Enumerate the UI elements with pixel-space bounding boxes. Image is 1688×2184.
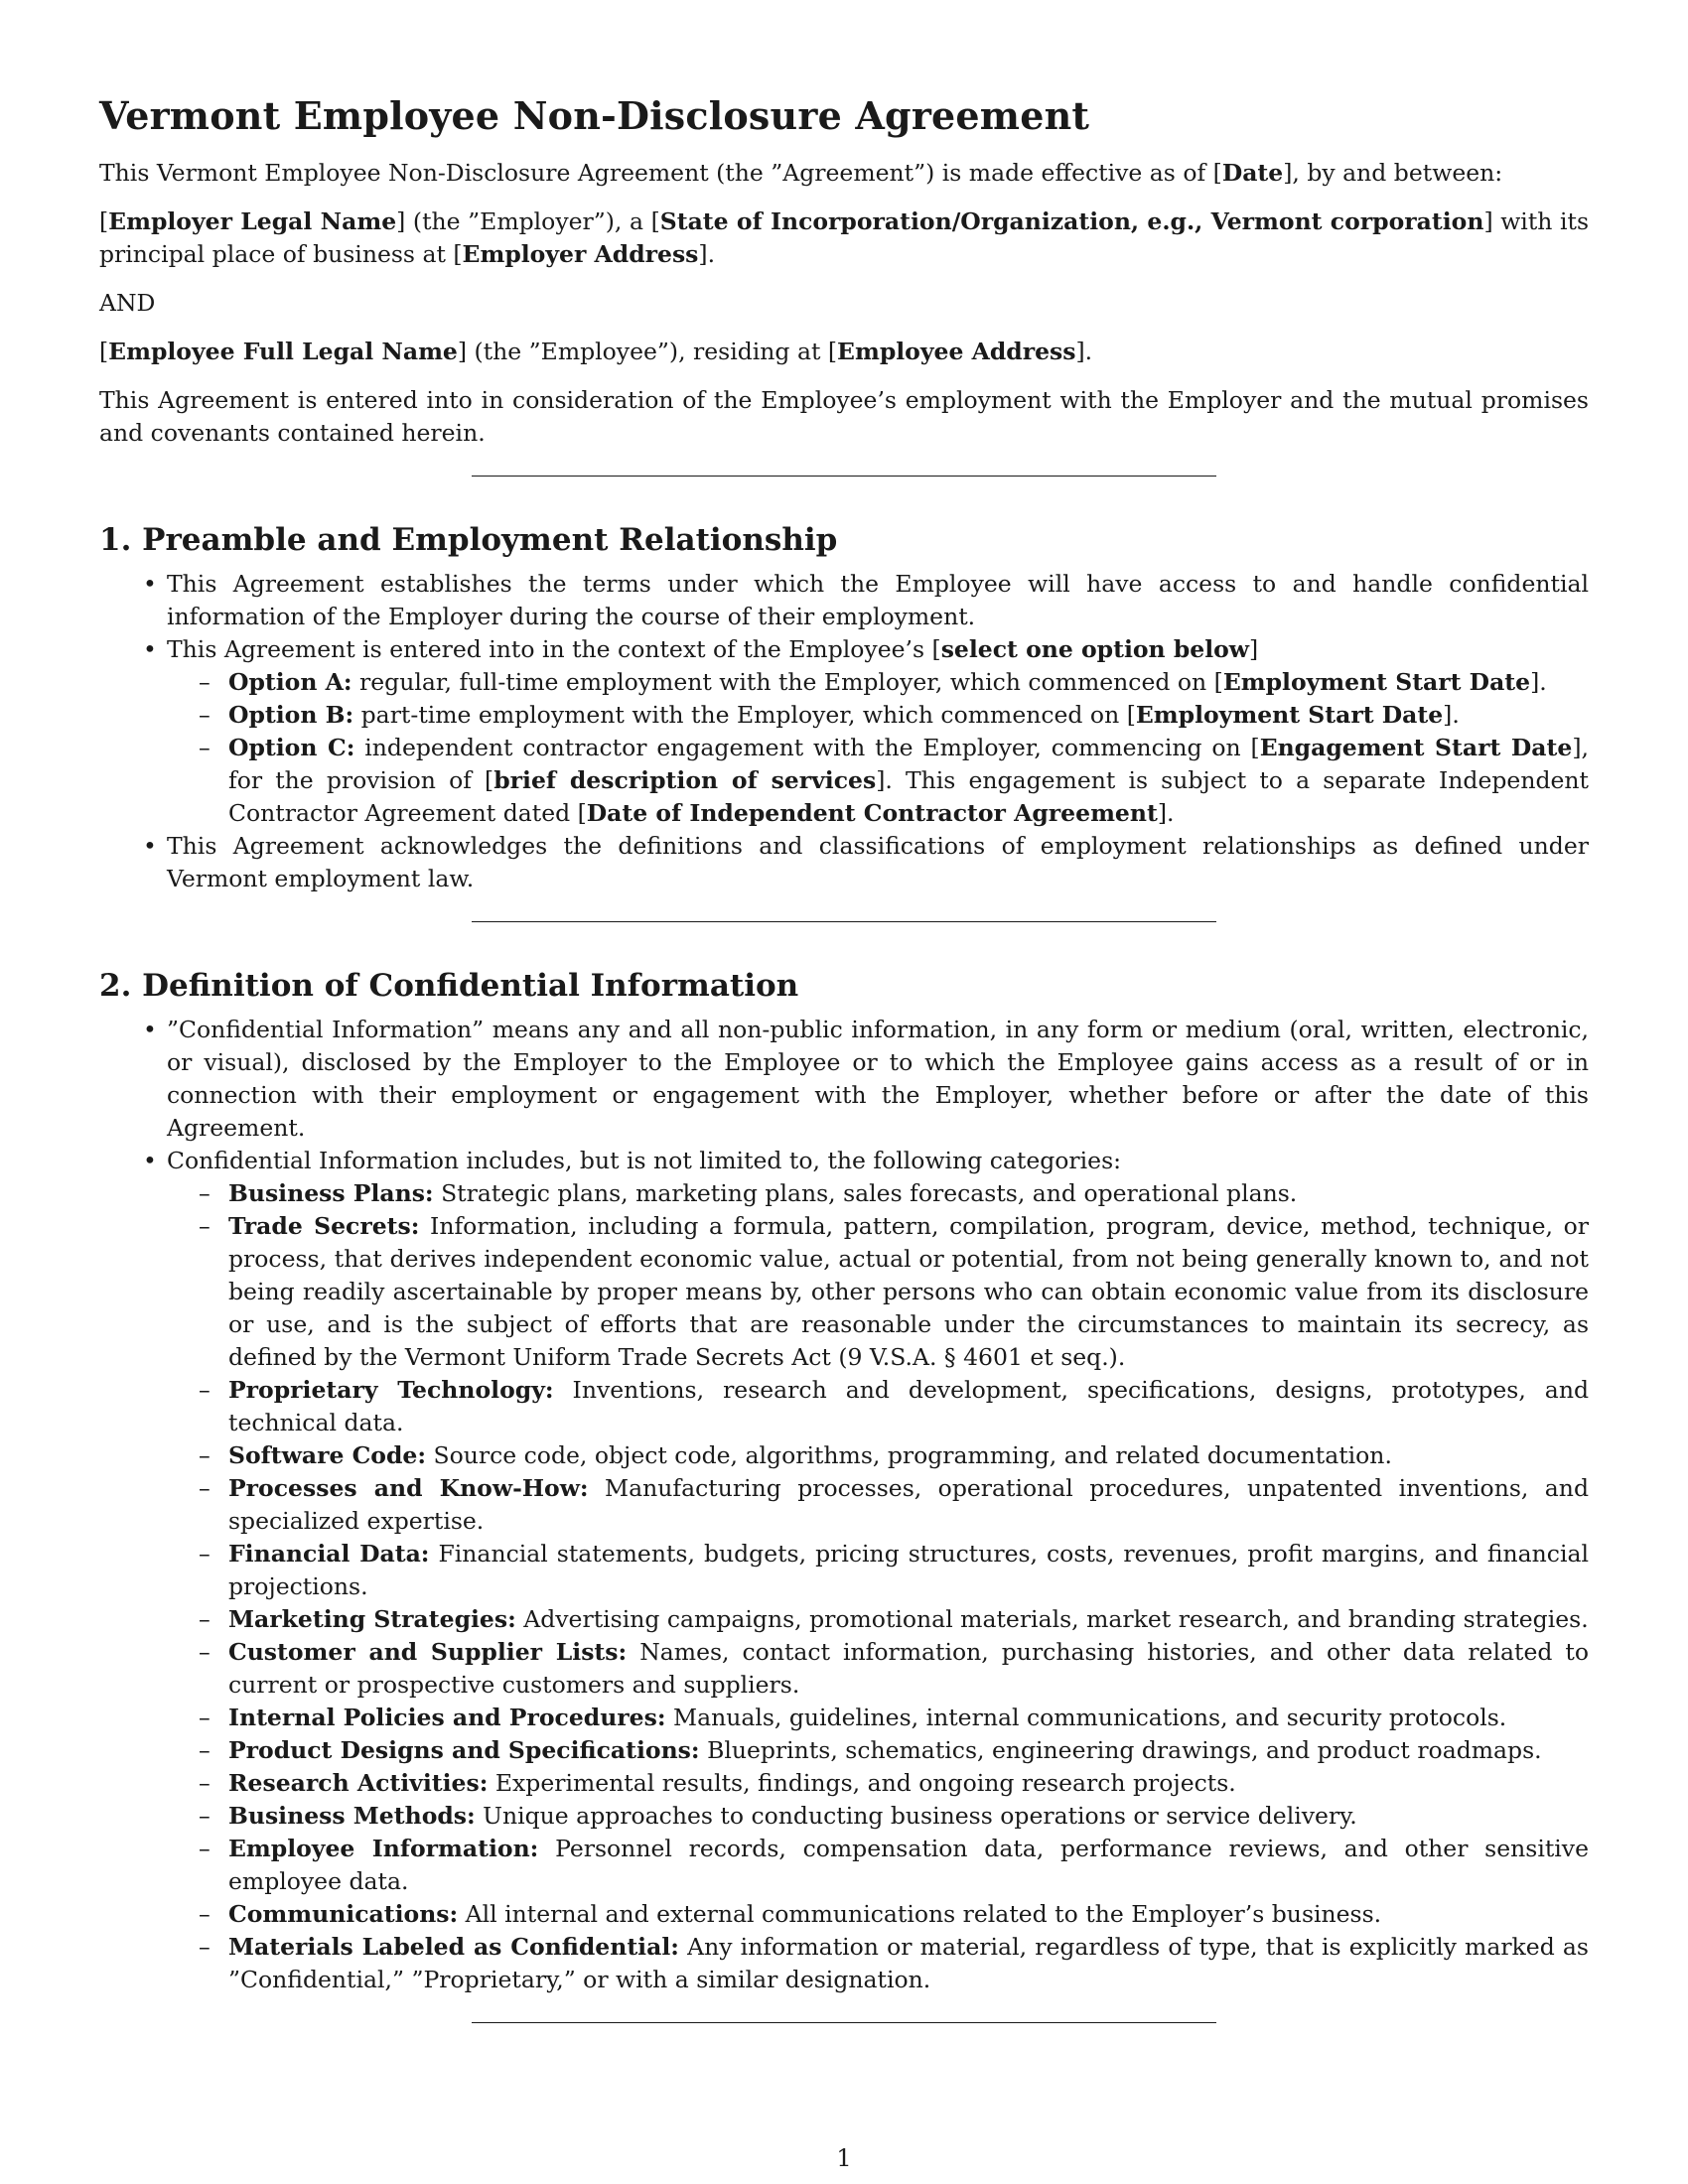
category-item: – Internal Policies and Procedures: Manuals, guidelines, internal communications, and security protocols.: [228, 1702, 1589, 1734]
list-item: • This Agreement acknowledges the definitions and classifications of employment relationships as defined under Vermont employment law.: [167, 830, 1589, 895]
document-title: Vermont Employee Non-Disclosure Agreement: [99, 93, 1090, 138]
intro-and: AND: [99, 289, 156, 317]
category-item: – Materials Labeled as Confidential: Any information or material, regardless of type, that is explicitly marked as ”Confidential,” ”Proprietary,” or with a similar designation.: [228, 1931, 1589, 1996]
section-divider: [472, 921, 1216, 922]
employment-options-list: [167, 666, 1589, 830]
list-item: • Confidential Information includes, but is not limited to, the following categories: – Business Plans: Strategic plans, marketing plans, sales forecasts, and operational plans. – Trade Secrets: Information, including a formula, pattern, compilation, program, device, method, technique, or process, that derives independent economic value, actual or potential, from not being generally known to, and not being readily ascertainable by proper means by, other persons who can obtain economic value from its disclosure or use, and is the subject of efforts that are reasonable under the circumstances to maintain its secrecy, as defined by the Vermont Uniform Trade Secrets Act (9 V.S.A. § 4601 et seq.). – Proprietary Technology: Inventions, research and development, specifications, designs, prototypes, and technical data. – Software Code: Source code, object code, algorithms, programming, and related documentation. – Processes and Know-How: Manufacturing processes, operational procedures, unpatented inventions, and specialized expertise. – Financial Data: Financial statements, budgets, pricing structures, costs, revenues, profit margins, and financial projections. – Marketing Strategies: Advertising campaigns, promotional materials, market research, and branding strategies. – Customer and Supplier Lists: Names, contact information, purchasing histories, and other data related to current or prospective customers and suppliers. – Internal Policies and Procedures: Manuals, guidelines, internal communications, and security protocols. – Product Designs and Specifications: Blueprints, schematics, engineering drawings, and product roadmaps. – Research Activities: Experimental results, findings, and ongoing research projects. – Business Methods: Unique approaches to conducting business operations or service delivery. – Employee Information: Personnel records, compensation data, performance reviews, and other sensitive employee data. – Communications: All internal and external communications related to the Employer’s business. – Materials Labeled as Confidential: Any information or material, regardless of type, that is explicitly marked as ”Confidential,” ”Proprietary,” or with a similar designation.: [167, 1145, 1589, 1996]
category-item: – Business Methods: Unique approaches to conducting business operations or service delivery.: [228, 1800, 1589, 1833]
list-item: • This Agreement establishes the terms under which the Employee will have access to and handle confidential information of the Employer during the course of their employment.: [167, 568, 1589, 633]
category-item: – Communications: All internal and external communications related to the Employer’s business.: [228, 1898, 1589, 1931]
list-item: • ”Confidential Information” means any and all non-public information, in any form or medium (oral, written, electronic, or visual), disclosed by the Employer to the Employee or to which the Employee gains access as a result of or in connection with their employment or engagement with the Employer, whether before or after the date of this Agreement.: [167, 1014, 1589, 1145]
intro-employer: [Employer Legal Name] (the ”Employer”), a [State of Incorporation/Organization, e.g., Vermont corporation] with its principal place of business at [Employer Address].: [99, 207, 1590, 268]
section-divider: [472, 2022, 1216, 2023]
option-c: – Option C: independent contractor engagement with the Employer, commencing on [Engagement Start Date], for the provision of [brief description of services]. This engagement is subject to a separate Independent Contractor Agreement dated [Date of Independent Contractor Agreement].: [228, 732, 1589, 830]
section-2-list: [99, 1014, 1589, 1996]
category-item: – Trade Secrets: Information, including a formula, pattern, compilation, program, device, method, technique, or process, that derives independent economic value, actual or potential, from not being generally known to, and not being readily ascertainable by proper means by, other persons who can obtain economic value from its disclosure or use, and is the subject of efforts that are reasonable under the circumstances to maintain its secrecy, as defined by the Vermont Uniform Trade Secrets Act (9 V.S.A. § 4601 et seq.).: [228, 1210, 1589, 1374]
category-item: – Product Designs and Specifications: Blueprints, schematics, engineering drawings, and product roadmaps.: [228, 1734, 1589, 1767]
option-a: – Option A: regular, full-time employment with the Employer, which commenced on [Employment Start Date].: [228, 666, 1589, 699]
category-item: – Customer and Supplier Lists: Names, contact information, purchasing histories, and other data related to current or prospective customers and suppliers.: [228, 1636, 1589, 1702]
section-1-heading: 1. Preamble and Employment Relationship: [99, 522, 838, 558]
intro-employee: [Employee Full Legal Name] (the ”Employee”), residing at [Employee Address].: [99, 338, 1093, 365]
category-item: – Financial Data: Financial statements, budgets, pricing structures, costs, revenues, profit margins, and financial projections.: [228, 1538, 1589, 1603]
category-item: – Employee Information: Personnel records, compensation data, performance reviews, and other sensitive employee data.: [228, 1833, 1589, 1898]
category-item: – Processes and Know-How: Manufacturing processes, operational procedures, unpatented inventions, and specialized expertise.: [228, 1472, 1589, 1538]
page-number: 1: [836, 2144, 852, 2172]
intro-effective-date: This Vermont Employee Non-Disclosure Agreement (the ”Agreement”) is made effective as of [Date], by and between:: [99, 159, 1503, 187]
intro-consideration: This Agreement is entered into in consideration of the Employee’s employment with the Employer and the mutual promises and covenants contained herein.: [99, 386, 1589, 447]
list-item: • This Agreement is entered into in the context of the Employee’s [select one option below] – Option A: regular, full-time employment with the Employer, which commenced on [Employment Start Date]. – Option B: part-time employment with the Employer, which commenced on [Employment Start Date]. – Option C: independent contractor engagement with the Employer, commencing on [Engagement Start Date], for the provision of [brief description of services]. This engagement is subject to a separate Independent Contractor Agreement dated [Date of Independent Contractor Agreement].: [167, 633, 1589, 830]
category-item: – Proprietary Technology: Inventions, research and development, specifications, designs, prototypes, and technical data.: [228, 1374, 1589, 1439]
category-item: – Business Plans: Strategic plans, marketing plans, sales forecasts, and operational plans.: [228, 1177, 1589, 1210]
category-item: – Marketing Strategies: Advertising campaigns, promotional materials, market research, and branding strategies.: [228, 1603, 1589, 1636]
section-1-list: [99, 568, 1589, 895]
document-page: [99, 83, 1589, 2067]
category-item: – Software Code: Source code, object code, algorithms, programming, and related documentation.: [228, 1439, 1589, 1472]
confidential-categories-list: [167, 1177, 1589, 1996]
section-2-heading: 2. Definition of Confidential Information: [99, 968, 799, 1004]
section-divider: [472, 476, 1216, 477]
option-b: – Option B: part-time employment with the Employer, which commenced on [Employment Start Date].: [228, 699, 1589, 732]
category-item: – Research Activities: Experimental results, findings, and ongoing research projects.: [228, 1767, 1589, 1800]
